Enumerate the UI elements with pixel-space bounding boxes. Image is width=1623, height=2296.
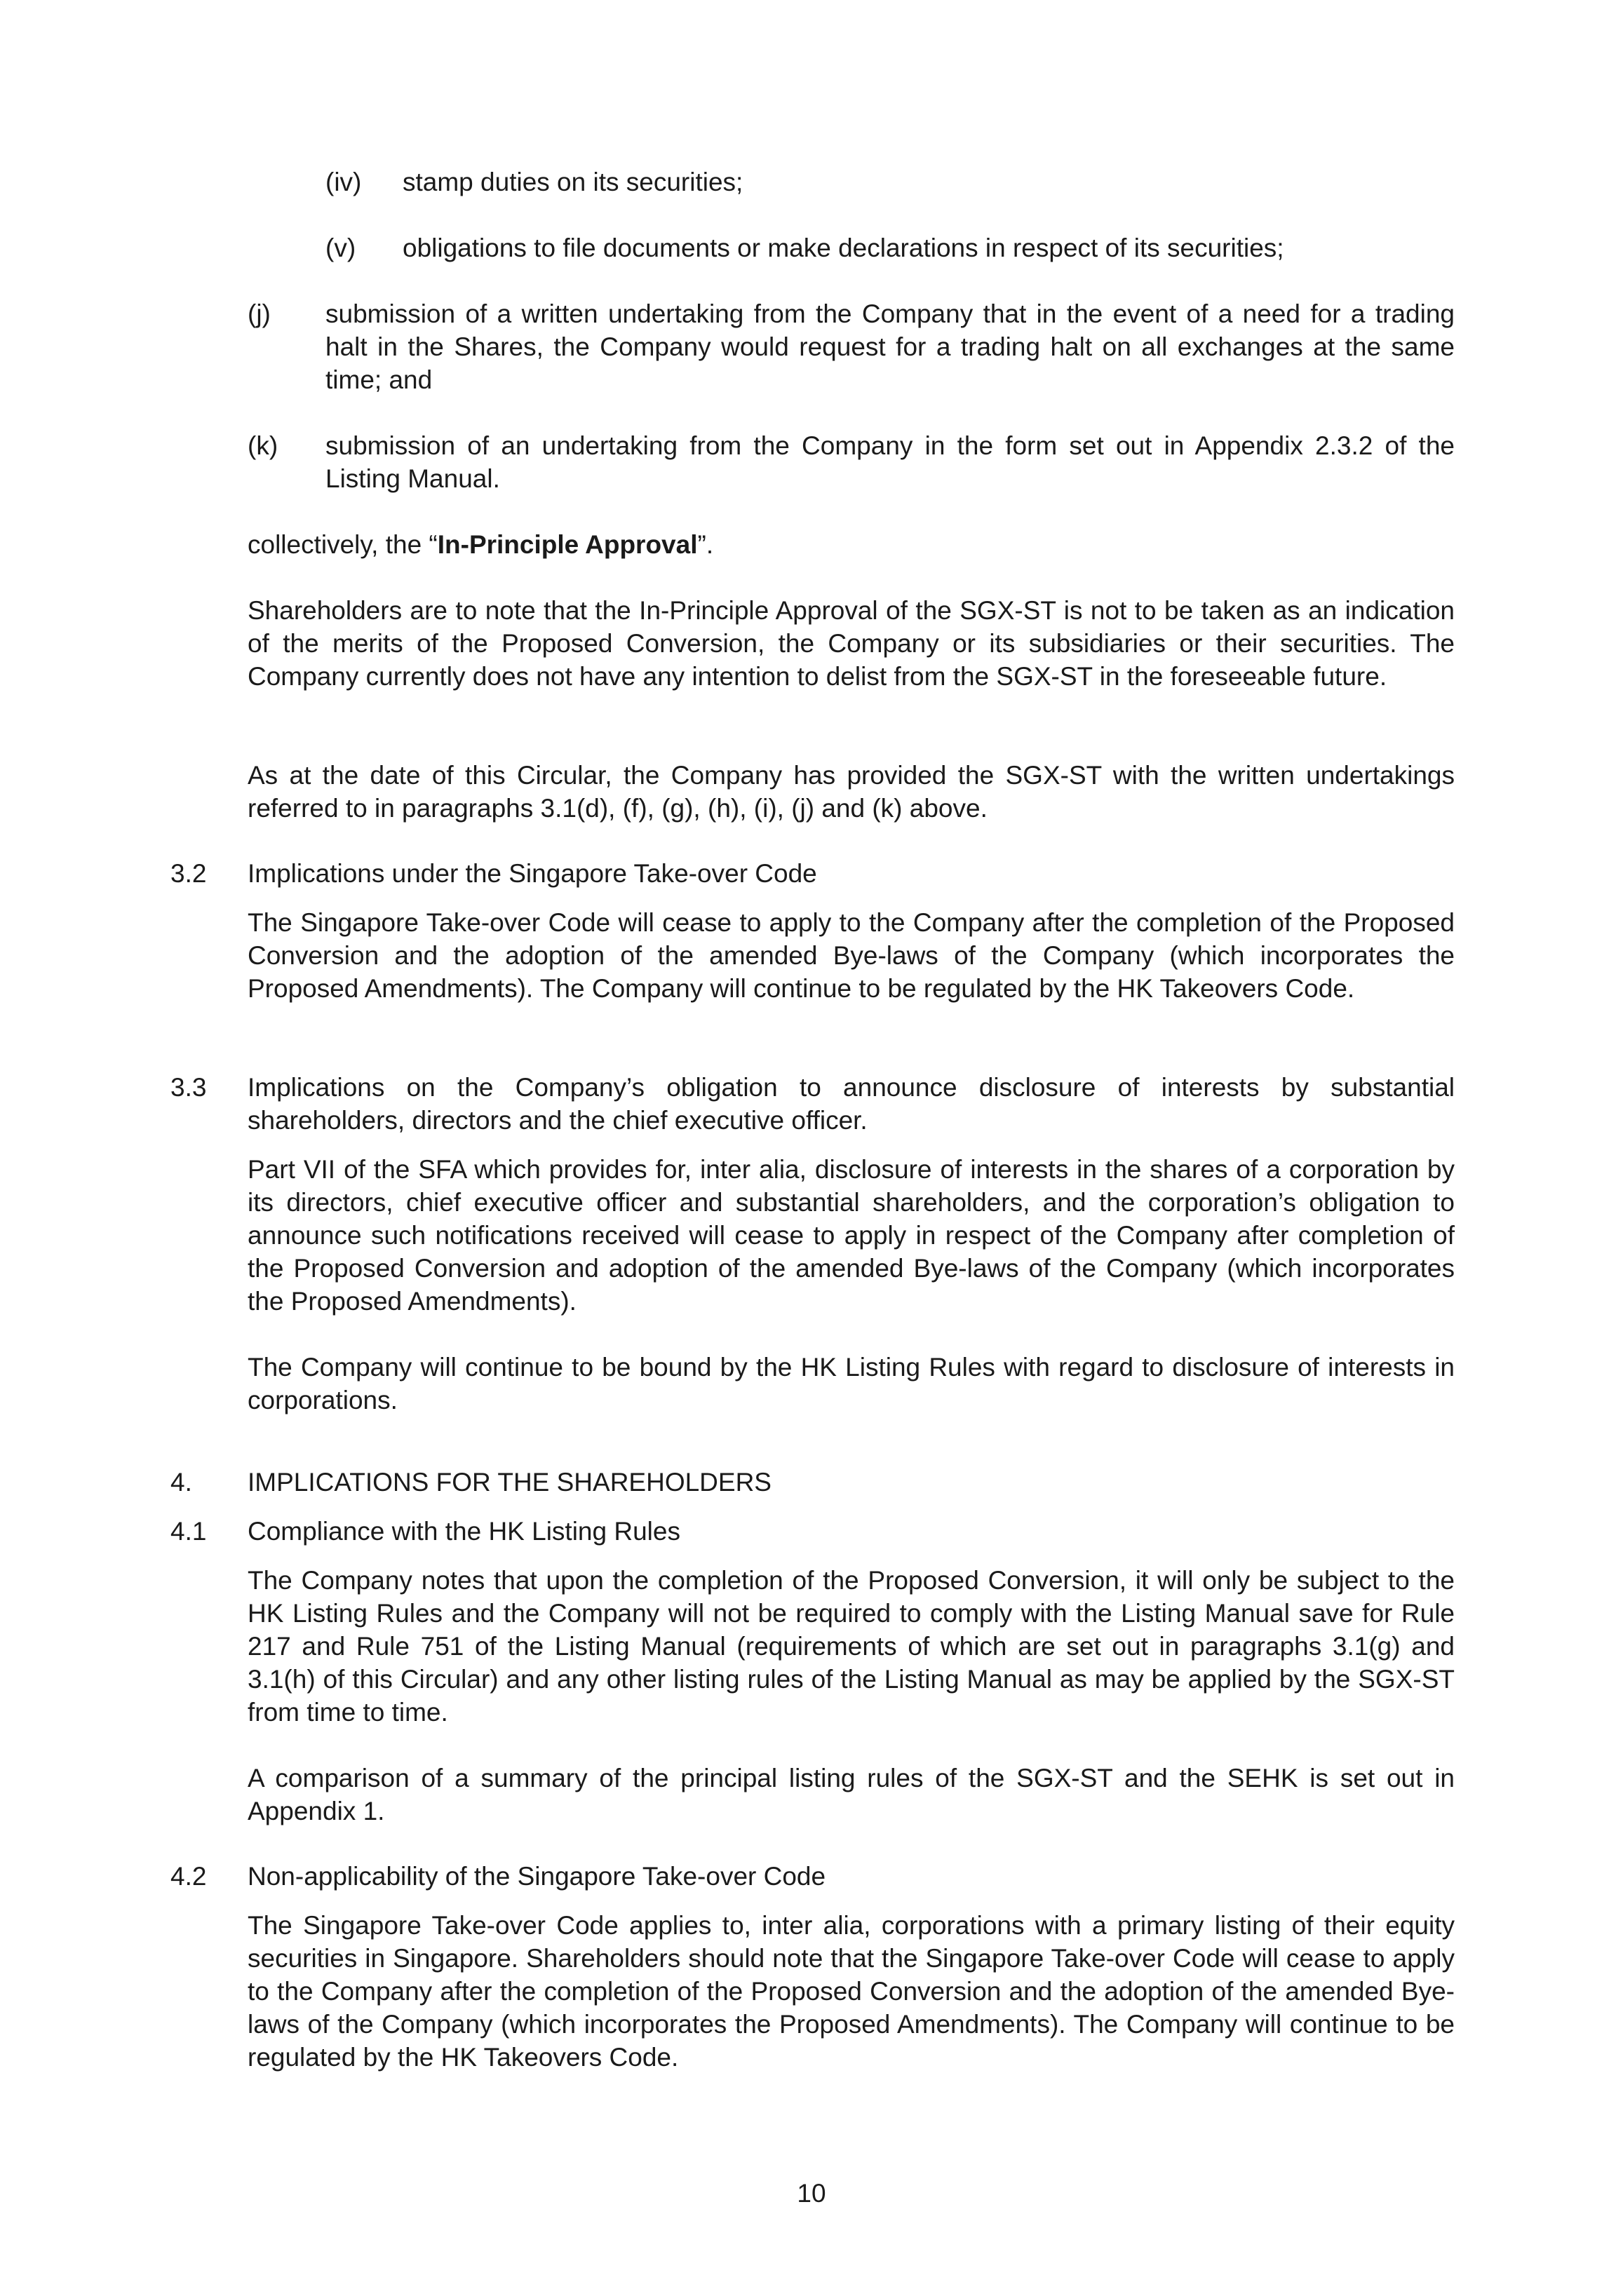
- item-v-marker: (v): [325, 234, 356, 262]
- item-iv-marker: (iv): [325, 168, 362, 196]
- item-v-text: obligations to file documents or make declarations in respect of its securities;: [403, 234, 1284, 262]
- in-principle-approval-term: In-Principle Approval: [437, 530, 698, 559]
- section-3-2-heading: Implications under the Singapore Take-over Code: [248, 859, 817, 888]
- section-4-1-body-2: A comparison of a summary of the principal listing rules of the SGX-ST and the SEHK is set out in Appendix 1.: [248, 1764, 1455, 1825]
- item-j-marker: (j): [248, 299, 271, 328]
- section-3-2-number: 3.2: [170, 859, 207, 888]
- section-4-2-number: 4.2: [170, 1862, 207, 1891]
- section-4-1-body-1: The Company notes that upon the completion of the Proposed Conversion, it will only be subject to the HK Listing Rules and the Company will not be required to comply with the Listing Manual save for Rule 217 and Rule 751 of the Listing Manual (requirements of which are set out in paragraphs 3.1(g) and 3.1(h) of this Circular) and any other listing rules of the Listing Manual as may be applied by the SGX-ST from time to time.: [248, 1566, 1455, 1727]
- section-4-1-heading: Compliance with the HK Listing Rules: [248, 1517, 680, 1546]
- paragraph-shareholders-note: Shareholders are to note that the In-Principle Approval of the SGX-ST is not to be taken as an indication of the merits of the Proposed Conversion, the Company or its subsidiaries or their securities. The Company currently does not have any intention to delist from the SGX-ST in the foreseeable future.: [248, 596, 1455, 691]
- item-iv-text: stamp duties on its securities;: [403, 168, 743, 196]
- section-3-2-body: The Singapore Take-over Code will cease to apply to the Company after the completion of the Proposed Conversion and the adoption of the amended Bye-laws of the Company (which incorporates the Proposed Amendments). The Company will continue to be regulated by the HK Takeovers Code.: [248, 908, 1455, 1003]
- collectively-paragraph: [248, 528, 1455, 561]
- section-3-3-heading: Implications on the Company’s obligation to announce disclosure of interests by substantial shareholders, directors and the chief executive officer.: [248, 1073, 1455, 1135]
- section-4-2-heading: Non-applicability of the Singapore Take-over Code: [248, 1862, 826, 1891]
- section-4-1-number: 4.1: [170, 1517, 207, 1546]
- section-4-number: 4.: [170, 1468, 192, 1497]
- section-3-3-body-2: The Company will continue to be bound by the HK Listing Rules with regard to disclosure of interests in corporations.: [248, 1353, 1455, 1414]
- page-number: 10: [797, 2179, 826, 2208]
- section-3-3-body-1: Part VII of the SFA which provides for, inter alia, disclosure of interests in the shares of a corporation by its directors, chief executive officer and substantial shareholders, and the corporation’s obligation to announce such notifications received will cease to apply in respect of the Company after completion of the Proposed Conversion and adoption of the amended Bye-laws of the Company (which incorporates the Proposed Amendments).: [248, 1155, 1455, 1316]
- item-k-text: submission of an undertaking from the Company in the form set out in Appendix 2.3.2 of the Listing Manual.: [325, 431, 1455, 493]
- paragraph-as-at-date: As at the date of this Circular, the Company has provided the SGX-ST with the written undertakings referred to in paragraphs 3.1(d), (f), (g), (h), (i), (j) and (k) above.: [248, 761, 1455, 823]
- section-3-3-number: 3.3: [170, 1073, 207, 1102]
- item-k-marker: (k): [248, 431, 278, 460]
- collectively-prefix: collectively, the “: [248, 530, 438, 559]
- section-4-heading: IMPLICATIONS FOR THE SHAREHOLDERS: [248, 1468, 772, 1497]
- collectively-suffix: ”.: [697, 530, 714, 559]
- section-4-2-body: The Singapore Take-over Code applies to, inter alia, corporations with a primary listing of their equity securities in Singapore. Shareholders should note that the Singapore Take-over Code will cease to apply to the Company after the completion of the Proposed Conversion and the adoption of the amended Bye-laws of the Company (which incorporates the Proposed Amendments). The Company will continue to be regulated by the HK Takeovers Code.: [248, 1911, 1455, 2072]
- item-j-text: submission of a written undertaking from the Company that in the event of a need for a trading halt in the Shares, the Company would request for a trading halt on all exchanges at the same time; and: [325, 299, 1455, 394]
